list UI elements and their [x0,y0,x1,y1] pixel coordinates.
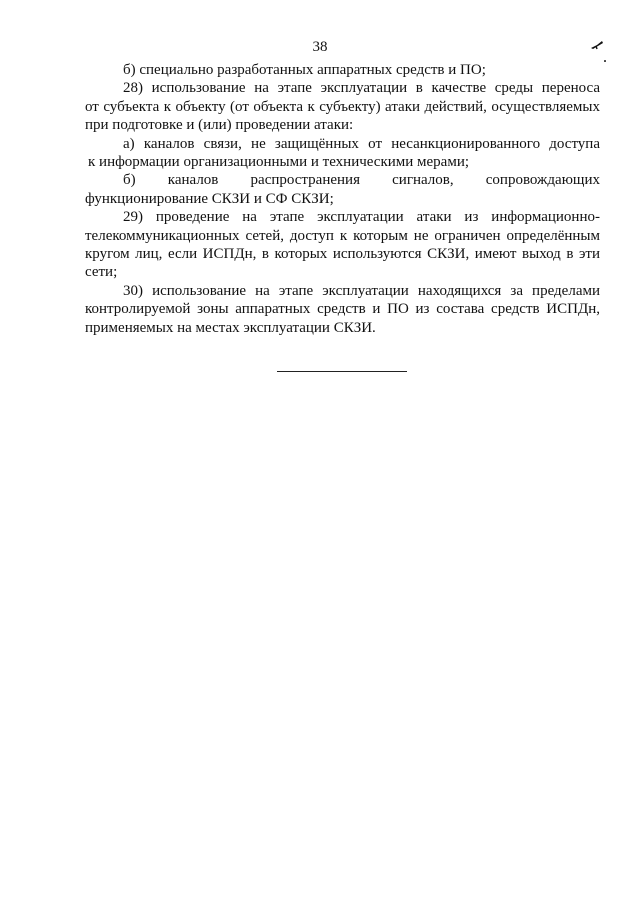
paragraph-item-28b [85,171,600,208]
text-line: 28) использование на этапе эксплуатации в качестве среды переноса [123,80,600,97]
end-of-document-divider [277,371,407,372]
text-line: кругом лиц, если ИСПДн, в которых используются СКЗИ, имеют выход в эти [85,246,600,263]
text-line: функционирование СКЗИ и СФ СКЗИ; [85,190,334,207]
text-line: 30) использование на этапе эксплуатации находящихся за пределами [123,282,600,299]
paragraph-item-30 [85,282,600,337]
text-line: контролируемой зоны аппаратных средств и ПО из состава средств ИСПДн, [85,301,600,318]
document-body [85,61,600,337]
text-line: б) каналов распространения сигналов, сопровождающих [123,172,600,189]
corner-mark [590,40,604,50]
text-line: б) специально разработанных аппаратных средств и ПО; [123,62,486,78]
scan-speck [604,60,606,62]
text-line: а) каналов связи, не защищённых от несанкционированного доступа [123,135,600,152]
text-line: телекоммуникационных сетей, доступ к которым не ограничен определённым [85,227,600,244]
paragraph-item-b-special-hardware [85,61,600,79]
paragraph-item-28 [85,79,600,134]
paragraph-item-28a [85,135,600,172]
page-number: 38 [312,39,328,55]
text-line: применяемых на местах эксплуатации СКЗИ. [85,319,376,336]
text-line: при подготовке и (или) проведении атаки: [85,117,354,134]
text-line: 29) проведение на этапе эксплуатации атаки из информационно- [123,209,600,226]
text-line: от субъекта к объекту (от объекта к субъекту) атаки действий, осуществляемых [85,98,600,115]
paragraph-item-29 [85,208,600,282]
text-line: к информации организационными и техническими мерами; [88,154,470,171]
text-line: сети; [85,264,118,281]
